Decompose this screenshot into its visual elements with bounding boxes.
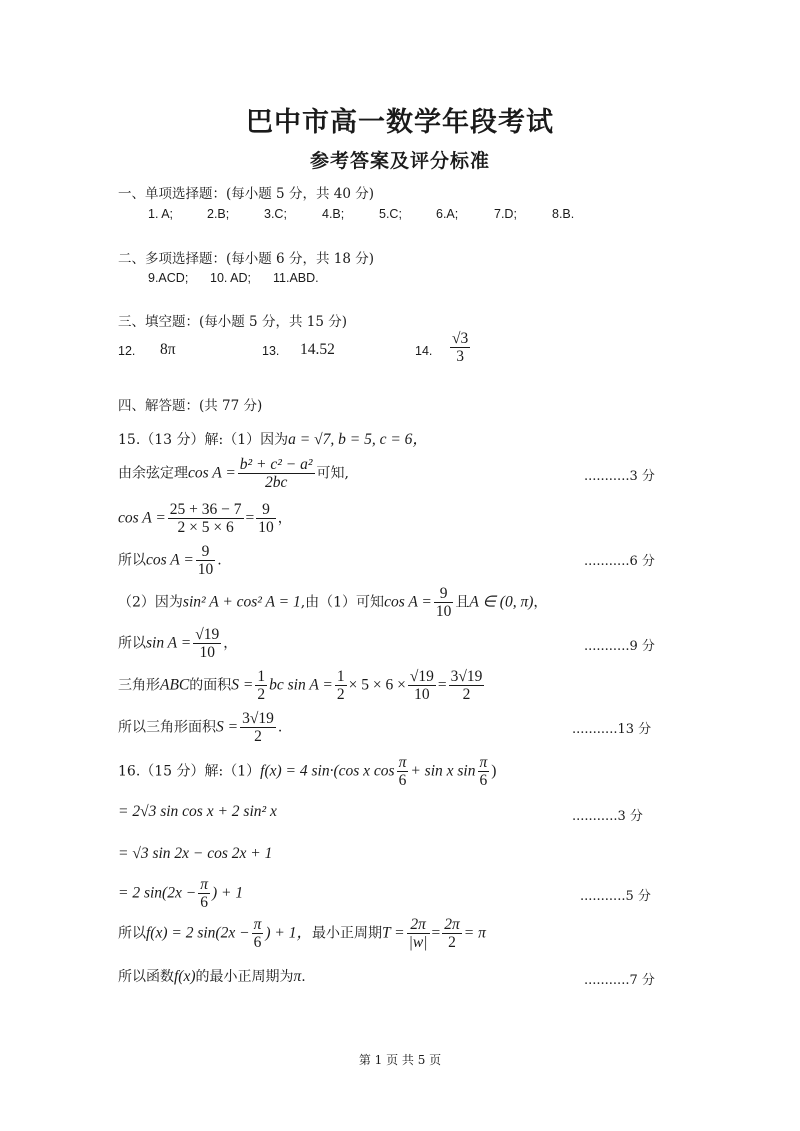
q15-bcsinA: bc sin A = [269,676,333,694]
answer-5: 5.C; [379,207,402,221]
q16-so: 所以 [118,925,146,942]
section-3-heading: 三、填空题：(每小题 5 分，共 15 分) [118,314,347,330]
q15-sinA-comma: ， [223,635,238,652]
q15-intro-text: 15.（13 分）解:（1）因为 [118,432,289,448]
q16-T: T = [381,924,405,942]
q16-intro [118,754,496,789]
answer-3: 3.C; [264,207,287,221]
q15-sinA-lhs: sin A = [146,634,192,652]
q15-part2-mid: ,由（1）可知 [300,594,385,611]
q13-label: 13. [262,344,280,358]
q16-line-4-six: 6 [200,894,208,912]
q15-times: × 5 × 6 × [348,676,406,694]
page-footer: 第 1 页 共 5 页 [358,1053,442,1067]
answer-1: 1. A; [148,207,174,221]
q15-part2 [118,585,547,620]
q16-line-3: = √3 sin 2x − cos 2x + 1 [118,845,273,862]
q15-part2-range: A ∈ (0, π) [469,593,534,611]
q15-result-numerator: 9 [256,501,276,519]
q15-area-final-numerator: 3√19 [242,710,274,727]
q15-sinA-numerator: √19 [195,626,220,643]
q15-law-suffix: 可知, [316,465,349,482]
q15-calc-denominator: 2 × 5 × 6 [177,519,234,537]
q15-area-S: S = [231,676,254,694]
q15-calc-comma: ， [277,510,292,527]
q15-area-final-denominator: 2 [254,728,262,746]
q16-abs-w: |w| [408,934,428,952]
q15-area-prefix: 三角形 [118,677,160,694]
q15-so-numerator: 9 [196,543,216,561]
q16-final-b: 的最小正周期为 [195,969,294,985]
section-4-heading: 四、解答题：(共 77 分) [118,398,263,414]
q15-score-4: ...........13 分 [572,722,652,737]
q15-calc-numerator: 25 + 36 − 7 [169,501,242,518]
q16-T-eq: = [431,924,441,942]
q15-part2-denominator: 10 [435,603,452,621]
answer-7: 7.D; [494,207,517,221]
answer-9: 9.ACD; [148,271,189,285]
q14-denominator: 3 [456,348,464,366]
q16-fx: f(x) = 4 sin·(cos x cos [260,762,395,780]
q16-score-2: ...........5 分 [580,889,651,904]
q16-score-3: ...........7 分 [584,973,655,988]
q16-min-period: 最小正周期 [311,925,382,942]
q15-part2-numerator: 9 [434,585,454,603]
q13-answer: 14.52 [300,341,335,358]
answer-8: 8.B. [552,207,575,221]
q16-pi-num-2: π [479,754,488,771]
q16-fx2-six: 6 [253,934,262,952]
q16-period [118,916,486,951]
section-2-heading: 二、多项选择题：(每小题 6 分，共 18 分) [118,251,374,267]
q16-six-den: 6 [398,772,407,790]
q15-area-conclusion [118,710,282,745]
q15-so-denominator: 10 [197,561,214,579]
q16-fx2: f(x) = 2 sin(2x − [146,924,250,942]
q16-eq-pi: = π [463,924,486,942]
q16-fx2-b: ) + 1， [265,924,312,942]
q15-intro [118,427,428,449]
document-subtitle: 参考答案及评分标准 [309,150,490,172]
q15-law-of-cosines [118,456,349,491]
q15-calc-lhs: cos A = [118,509,166,527]
q15-so: 所以 [118,552,146,569]
q14-numerator: √3 [452,330,469,347]
q16-final-a: 所以函数 [118,969,174,985]
q16-plus-sin: + sin x sin [410,762,476,780]
q15-half-denominator: 2 [257,686,266,704]
q15-area-final-prefix: 所以三角形面积 [118,719,216,736]
q14-label: 14. [415,344,433,358]
q15-area-result-numerator: 3√19 [450,668,483,685]
q12-label: 12. [118,344,136,358]
q16-two-pi-2: 2π [444,916,460,933]
q15-law-denominator: 2bc [264,474,288,492]
q15-half2-numerator: 1 [336,668,345,685]
q15-law-prefix: 由余弦定理 [118,465,188,482]
q15-score-3: ...........9 分 [584,639,655,654]
answer-10: 10. AD; [210,271,251,285]
q15-sinA-so: 所以 [118,635,146,652]
q16-final-pi: π [293,968,302,985]
q15-half2-denominator: 2 [336,686,345,704]
q15-law-numerator: b² + c² − a² [239,456,313,473]
q16-intro-text: 16.（15 分）解:（1） [118,763,261,780]
q15-area-sin-denominator: 10 [414,686,430,704]
q15-half-numerator: 1 [257,668,266,685]
q15-area-mid: 的面积 [189,677,232,694]
q16-line-4-pi: π [200,876,208,893]
q15-part2-cosA: cos A = [384,593,432,611]
q15-result-denominator: 10 [258,519,274,537]
answer-6: 6.A; [436,207,459,221]
answer-4: 4.B; [322,207,345,221]
answer-2: 2.B; [207,207,230,221]
q15-area-final-period: . [277,719,283,736]
section-1-heading: 一、单项选择题：(每小题 5 分，共 40 分) [118,186,374,202]
q16-line-4a: = 2 sin(2x − [118,884,197,902]
q15-area-final-S: S = [216,718,239,736]
q15-conclusion-1 [118,543,222,578]
q16-six-den-2: 6 [479,772,488,790]
q16-two-pi: 2π [407,916,430,934]
q15-area [118,668,486,703]
q16-score-1: ...........3 分 [572,809,643,824]
document-title: 巴中市高一数学年段考试 [246,107,554,138]
q15-identity: sin² A + cos² A = 1 [182,593,301,611]
answer-11: 11.ABD. [273,271,319,285]
q15-conditions: a = √7, b = 5, c = 6， [288,431,428,448]
q15-score-1: ...........3 分 [584,469,655,484]
q16-final-fx: f(x) [174,968,196,985]
q14-answer [448,330,472,365]
q15-area-abc: ABC [160,676,190,694]
q15-sinA [118,626,237,661]
q16-final [118,966,306,986]
q16-fx2-pi: π [253,916,262,933]
q15-score-2: ...........6 分 [584,554,655,569]
q15-calculation [118,501,292,536]
q15-area-eq: = [437,676,447,694]
q15-cosA-lhs: cos A = [188,464,236,482]
q16-pi-num: π [398,754,407,771]
q15-area-sin-numerator: √19 [409,668,434,685]
q12-answer: 8π [160,341,176,358]
q15-so-period: . [217,552,222,569]
q15-area-result-denominator: 2 [462,686,471,704]
q15-part2-prefix: （2）因为 [118,594,183,611]
q15-sinA-denominator: 10 [199,644,215,662]
q16-line-4b: ) + 1 [211,884,244,902]
q16-line-4 [118,876,243,911]
q15-part2-comma: ， [533,594,548,611]
q16-close: ) [491,762,497,780]
q16-final-c: . [301,969,306,985]
q16-two: 2 [448,934,456,952]
q15-so-cosA: cos A = [146,551,194,569]
q15-calc-eq: = [245,509,255,527]
q15-part2-and: 且 [455,594,470,611]
q16-line-2: = 2√3 sin cos x + 2 sin² x [118,803,277,820]
